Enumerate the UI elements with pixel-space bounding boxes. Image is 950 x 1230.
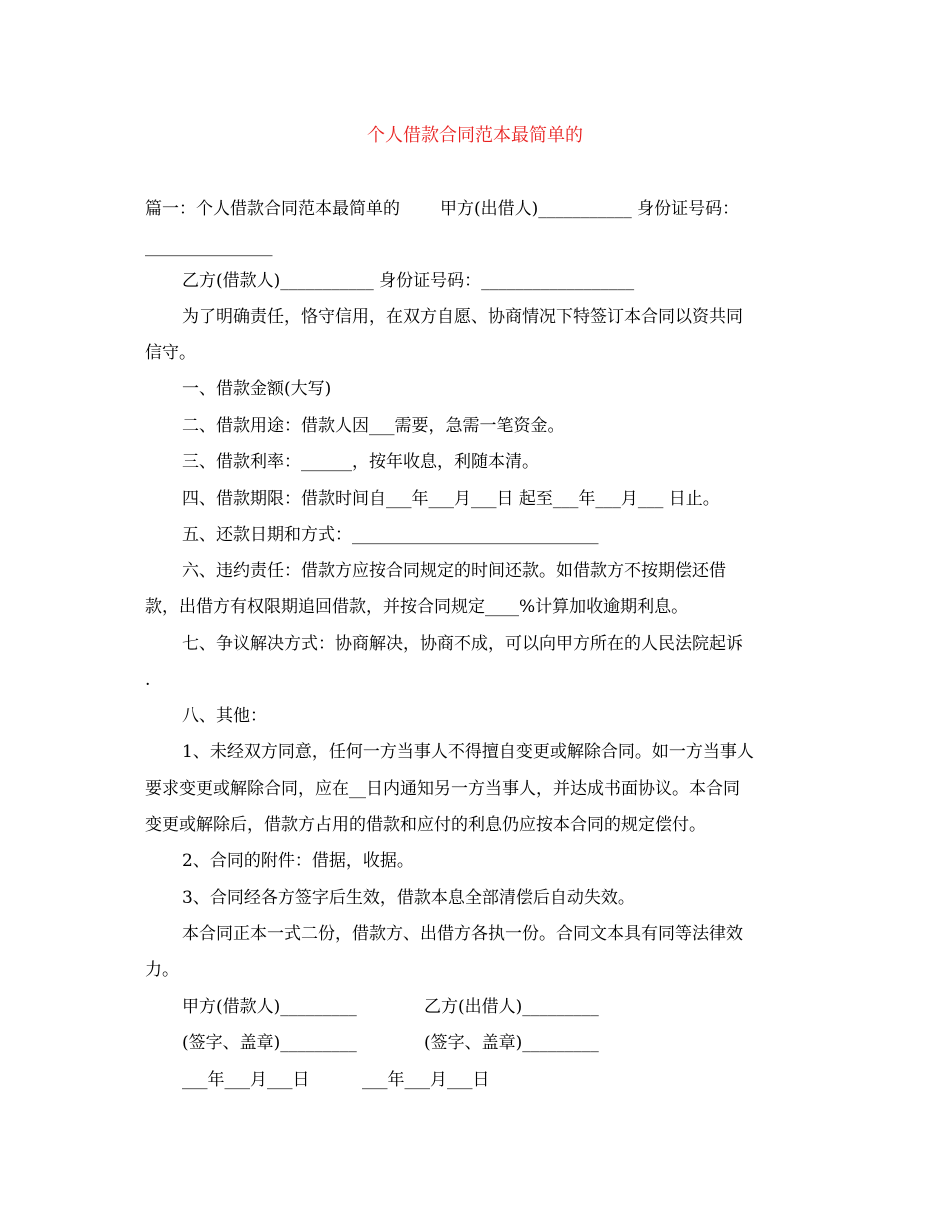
other-1-line-3: 变更或解除后，借款方占用的借款和应付的利息仍应按本合同的规定偿付。 [145, 815, 706, 835]
document-title: 个人借款合同范本最简单的 [367, 125, 583, 146]
date-party-a: ___年___月___日 [182, 1070, 310, 1090]
clause-6-line-1: 六、违约责任：借款方应按合同规定的时间还款。如借款方不按期偿还借 [182, 561, 726, 581]
clause-6-line-2: 款，出借方有权限期追回借款，并按合同规定____%计算加收逾期利息。 [145, 597, 689, 617]
sign-party-b: 乙方(出借人)_________ [424, 997, 599, 1017]
other-1-line-1: 1、未经双方同意，任何一方当事人不得擅自变更或解除合同。如一方当事人 [182, 742, 754, 762]
intro-line [145, 197, 739, 221]
clause-4: 四、借款期限：借款时间自___年___月___日 起至___年___月___ 日止。 [182, 489, 720, 509]
party-b-line: 乙方(借款人)___________ 身份证号码：__________________ [182, 271, 635, 291]
other-3: 3、合同经各方签字后生效，借款本息全部清偿后自动失效。 [182, 888, 635, 908]
clause-2: 二、借款用途：借款人因___需要，急需一笔资金。 [182, 416, 565, 436]
intro-party-a: 甲方(出借人)___________ 身份证号码： [440, 199, 740, 219]
date-party-b: ___年___月___日 [362, 1070, 490, 1090]
clause-8: 八、其他： [182, 706, 267, 726]
other-1-line-2: 要求变更或解除合同，应在__日内通知另一方当事人，并达成书面协议。本合同 [145, 779, 740, 799]
purpose-line-2: 信守。 [145, 343, 196, 363]
intro-party-a-id-blank: _______________ [145, 237, 273, 257]
clause-7-line-1: 七、争议解决方式：协商解决，协商不成，可以向甲方所在的人民法院起诉 [182, 634, 743, 654]
other-2: 2、合同的附件：借据，收据。 [182, 851, 414, 871]
purpose-line-1: 为了明确责任，恪守信用，在双方自愿、协商情况下特签订本合同以资共同 [182, 307, 743, 327]
intro-part: 篇一：个人借款合同范本最简单的 [145, 199, 400, 219]
sign-party-a: 甲方(借款人)_________ [182, 997, 357, 1017]
seal-party-a: (签字、盖章)_________ [182, 1033, 357, 1053]
seal-party-b: (签字、盖章)_________ [424, 1033, 599, 1053]
clause-7-line-2: . [145, 670, 151, 690]
clause-1: 一、借款金额(大写) [182, 379, 332, 399]
copies-line-2: 力。 [145, 960, 179, 980]
copies-line-1: 本合同正本一式二份，借款方、出借方各执一份。合同文本具有同等法律效 [182, 924, 743, 944]
clause-5: 五、还款日期和方式：_____________________________ [182, 525, 599, 545]
clause-3: 三、借款利率：______，按年收息，利随本清。 [182, 452, 539, 472]
